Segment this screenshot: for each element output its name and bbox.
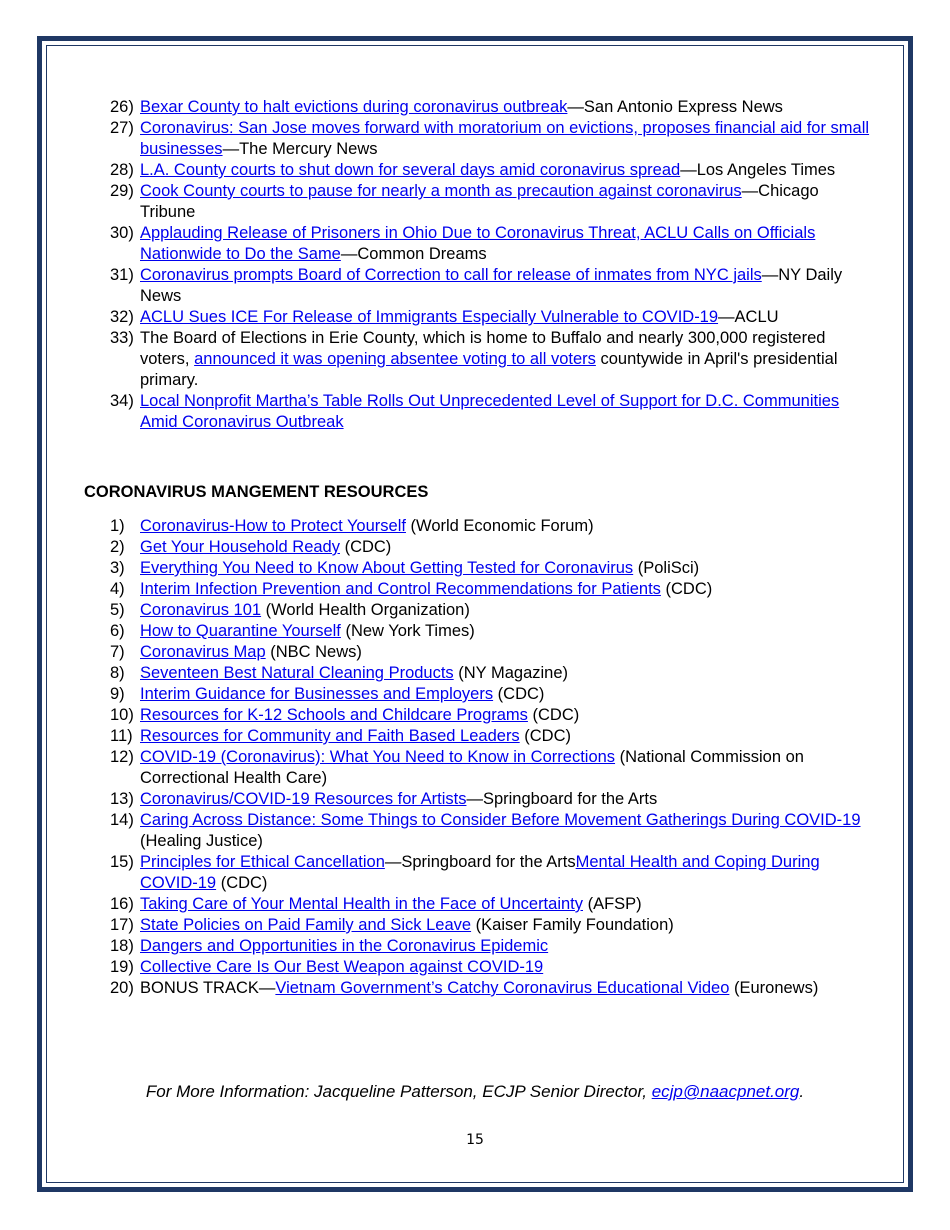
list-item <box>110 223 870 265</box>
item-source: (Kaiser Family Foundation) <box>471 916 674 934</box>
item-number: 5) <box>110 601 125 619</box>
item-number: 14) <box>110 811 134 829</box>
list-item <box>110 181 870 223</box>
item-source: —Common Dreams <box>340 245 487 263</box>
news-links-list <box>110 97 870 433</box>
list-item <box>110 265 870 307</box>
item-link[interactable]: announced it was opening absentee voting to all voters <box>194 350 596 368</box>
item-link[interactable]: Coronavirus: San Jose moves forward with moratorium on evictions, proposes financial aid for small businesses <box>140 119 870 158</box>
item-source: —Springboard for the Arts <box>384 853 576 871</box>
item-number: 1) <box>110 517 125 535</box>
item-source: —The Mercury News <box>222 140 378 158</box>
item-number: 7) <box>110 643 125 661</box>
item-link[interactable]: Everything You Need to Know About Getting Tested for Coronavirus <box>140 559 634 577</box>
item-number: 20) <box>110 979 134 997</box>
item-link[interactable]: Principles for Ethical Cancellation <box>140 853 385 871</box>
item-body <box>140 307 870 328</box>
item-link[interactable]: State Policies on Paid Family and Sick Leave <box>140 916 472 934</box>
item-text-before: BONUS TRACK— <box>140 979 276 997</box>
item-number: 27) <box>110 119 134 137</box>
list-item <box>110 852 870 894</box>
list-item <box>110 621 870 642</box>
item-link[interactable]: Resources for K-12 Schools and Childcare Programs <box>140 706 528 724</box>
section-heading: CORONAVIRUS MANGEMENT RESOURCES <box>84 483 429 501</box>
item-link[interactable]: Coronavirus prompts Board of Correction to call for release of inmates from NYC jails <box>140 266 762 284</box>
item-link[interactable]: Seventeen Best Natural Cleaning Products <box>140 664 454 682</box>
item-body <box>140 160 870 181</box>
item-body <box>140 537 870 558</box>
item-number: 32) <box>110 308 134 326</box>
list-item <box>110 558 870 579</box>
item-number: 11) <box>110 727 133 745</box>
list-item <box>110 915 870 936</box>
list-item <box>110 391 870 433</box>
item-link[interactable]: Local Nonprofit Martha’s Table Rolls Out Unprecedented Level of Support for D.C. Communities Amid Coronavirus Outbreak <box>140 392 840 431</box>
item-source: —Los Angeles Times <box>680 161 836 179</box>
item-link[interactable]: Interim Guidance for Businesses and Employers <box>140 685 494 703</box>
list-item <box>110 894 870 915</box>
item-number: 12) <box>110 748 134 766</box>
item-source: (New York Times) <box>340 622 475 640</box>
footer-text: For More Information: Jacqueline Patterson, ECJP Senior Director, <box>145 1082 652 1101</box>
item-text-before: The Board of Elections in Erie County, which is home to Buffalo and nearly 300,000 registered voters, <box>140 329 826 368</box>
item-body <box>140 684 870 705</box>
item-link[interactable]: COVID-19 (Coronavirus): What You Need to Know in Corrections <box>140 748 616 766</box>
item-body <box>140 747 870 789</box>
item-source: —Chicago Tribune <box>140 182 819 221</box>
item-link[interactable]: Get Your Household Ready <box>140 538 340 556</box>
list-item <box>110 160 870 181</box>
item-link[interactable]: Resources for Community and Faith Based Leaders <box>140 727 520 745</box>
item-number: 9) <box>110 685 125 703</box>
list-item <box>110 810 870 852</box>
item-body <box>140 223 870 265</box>
item-source: (National Commission on Correctional Health Care) <box>140 748 804 787</box>
item-link[interactable]: Cook County courts to pause for nearly a month as precaution against coronavirus <box>140 182 742 200</box>
item-body <box>140 328 870 391</box>
list-item <box>110 726 870 747</box>
item-number: 13) <box>110 790 134 808</box>
list-item <box>110 97 870 118</box>
item-link-secondary[interactable]: Mental Health and Coping During COVID-19 <box>140 853 820 892</box>
list-item <box>110 684 870 705</box>
item-number: 33) <box>110 329 134 347</box>
item-source-secondary: (CDC) <box>216 874 268 892</box>
item-number: 28) <box>110 161 134 179</box>
item-number: 2) <box>110 538 125 556</box>
item-source: (Healing Justice) <box>140 832 263 850</box>
item-number: 18) <box>110 937 134 955</box>
list-item <box>110 118 870 160</box>
item-link[interactable]: Coronavirus/COVID-19 Resources for Artists <box>140 790 467 808</box>
item-link[interactable]: L.A. County courts to shut down for several days amid coronavirus spread <box>140 161 681 179</box>
item-link[interactable]: Coronavirus-How to Protect Yourself <box>140 517 406 535</box>
item-body <box>140 894 870 915</box>
item-number: 17) <box>110 916 134 934</box>
item-number: 10) <box>110 706 134 724</box>
item-link[interactable]: Collective Care Is Our Best Weapon against COVID-19 <box>140 958 544 976</box>
list-item <box>110 642 870 663</box>
item-source: —Springboard for the Arts <box>466 790 658 808</box>
item-source: (CDC) <box>339 538 392 556</box>
footer-end: . <box>799 1082 805 1101</box>
item-number: 34) <box>110 392 134 410</box>
item-body <box>140 978 870 999</box>
item-body <box>140 118 870 160</box>
item-number: 29) <box>110 182 134 200</box>
list-item <box>110 579 870 600</box>
item-number: 8) <box>110 664 125 682</box>
list-item <box>110 663 870 684</box>
item-body <box>140 789 870 810</box>
item-link[interactable]: Coronavirus 101 <box>140 601 262 619</box>
item-source: countywide in April's presidential primary. <box>140 350 838 389</box>
item-link[interactable]: Bexar County to halt evictions during coronavirus outbreak <box>140 98 568 116</box>
list-item <box>110 600 870 621</box>
item-number: 16) <box>110 895 134 913</box>
item-link[interactable]: Caring Across Distance: Some Things to Consider Before Movement Gatherings During COVID-19 <box>140 811 861 829</box>
item-source: (World Health Organization) <box>261 601 470 619</box>
list-item <box>110 747 870 789</box>
item-source: (CDC) <box>493 685 545 703</box>
item-source: (NBC News) <box>265 643 362 661</box>
item-number: 4) <box>110 580 125 598</box>
item-body <box>140 936 870 957</box>
item-source: (NY Magazine) <box>453 664 569 682</box>
item-link[interactable]: Taking Care of Your Mental Health in the Face of Uncertainty <box>140 895 583 913</box>
item-body <box>140 391 870 433</box>
item-body <box>140 579 870 600</box>
item-source: (CDC) <box>527 706 580 724</box>
item-body <box>140 181 870 223</box>
item-source: —ACLU <box>718 308 779 326</box>
item-body <box>140 726 870 747</box>
item-link[interactable]: Coronavirus Map <box>140 643 266 661</box>
list-item <box>110 936 870 957</box>
list-item <box>110 516 870 537</box>
item-number: 15) <box>110 853 134 871</box>
item-number: 3) <box>110 559 125 577</box>
item-body <box>140 957 870 978</box>
item-source: (World Economic Forum) <box>405 517 594 535</box>
item-body <box>140 265 870 307</box>
item-number: 6) <box>110 622 125 640</box>
page-number: 15 <box>466 1132 484 1148</box>
item-body <box>140 915 870 936</box>
item-source: (Euronews) <box>729 979 819 997</box>
list-item <box>110 978 870 999</box>
item-body <box>140 97 870 118</box>
item-link[interactable]: How to Quarantine Yourself <box>140 622 341 640</box>
item-link[interactable]: Vietnam Government’s Catchy Coronavirus Educational Video <box>275 979 730 997</box>
item-source: (CDC) <box>519 727 572 745</box>
list-item <box>110 537 870 558</box>
list-item <box>110 705 870 726</box>
item-source: —San Antonio Express News <box>567 98 783 116</box>
list-item <box>110 957 870 978</box>
item-link[interactable]: ACLU Sues ICE For Release of Immigrants Especially Vulnerable to COVID-19 <box>140 308 719 326</box>
resources-list <box>110 516 870 999</box>
item-body <box>140 705 870 726</box>
item-body <box>140 810 870 852</box>
item-link[interactable]: Interim Infection Prevention and Control Recommendations for Patients <box>140 580 661 598</box>
item-source: —NY Daily News <box>140 266 843 305</box>
list-item <box>110 307 870 328</box>
list-item <box>110 789 870 810</box>
item-source: (CDC) <box>660 580 713 598</box>
item-body <box>140 516 870 537</box>
item-body <box>140 600 870 621</box>
item-source: (AFSP) <box>583 895 642 913</box>
item-number: 19) <box>110 958 134 976</box>
item-link[interactable]: Applauding Release of Prisoners in Ohio Due to Coronavirus Threat, ACLU Calls on Officials Nationwide to Do the Same <box>140 224 816 263</box>
item-body <box>140 558 870 579</box>
item-number: 30) <box>110 224 134 242</box>
list-item <box>110 328 870 391</box>
item-body <box>140 642 870 663</box>
item-number: 31) <box>110 266 134 284</box>
item-number: 26) <box>110 98 134 116</box>
item-body <box>140 663 870 684</box>
item-body <box>140 852 870 894</box>
item-body <box>140 621 870 642</box>
item-source: (PoliSci) <box>633 559 700 577</box>
email-link[interactable]: ecjp@naacpnet.org <box>651 1082 800 1101</box>
contact-footer <box>0 1082 950 1102</box>
item-link[interactable]: Dangers and Opportunities in the Coronavirus Epidemic <box>140 937 549 955</box>
